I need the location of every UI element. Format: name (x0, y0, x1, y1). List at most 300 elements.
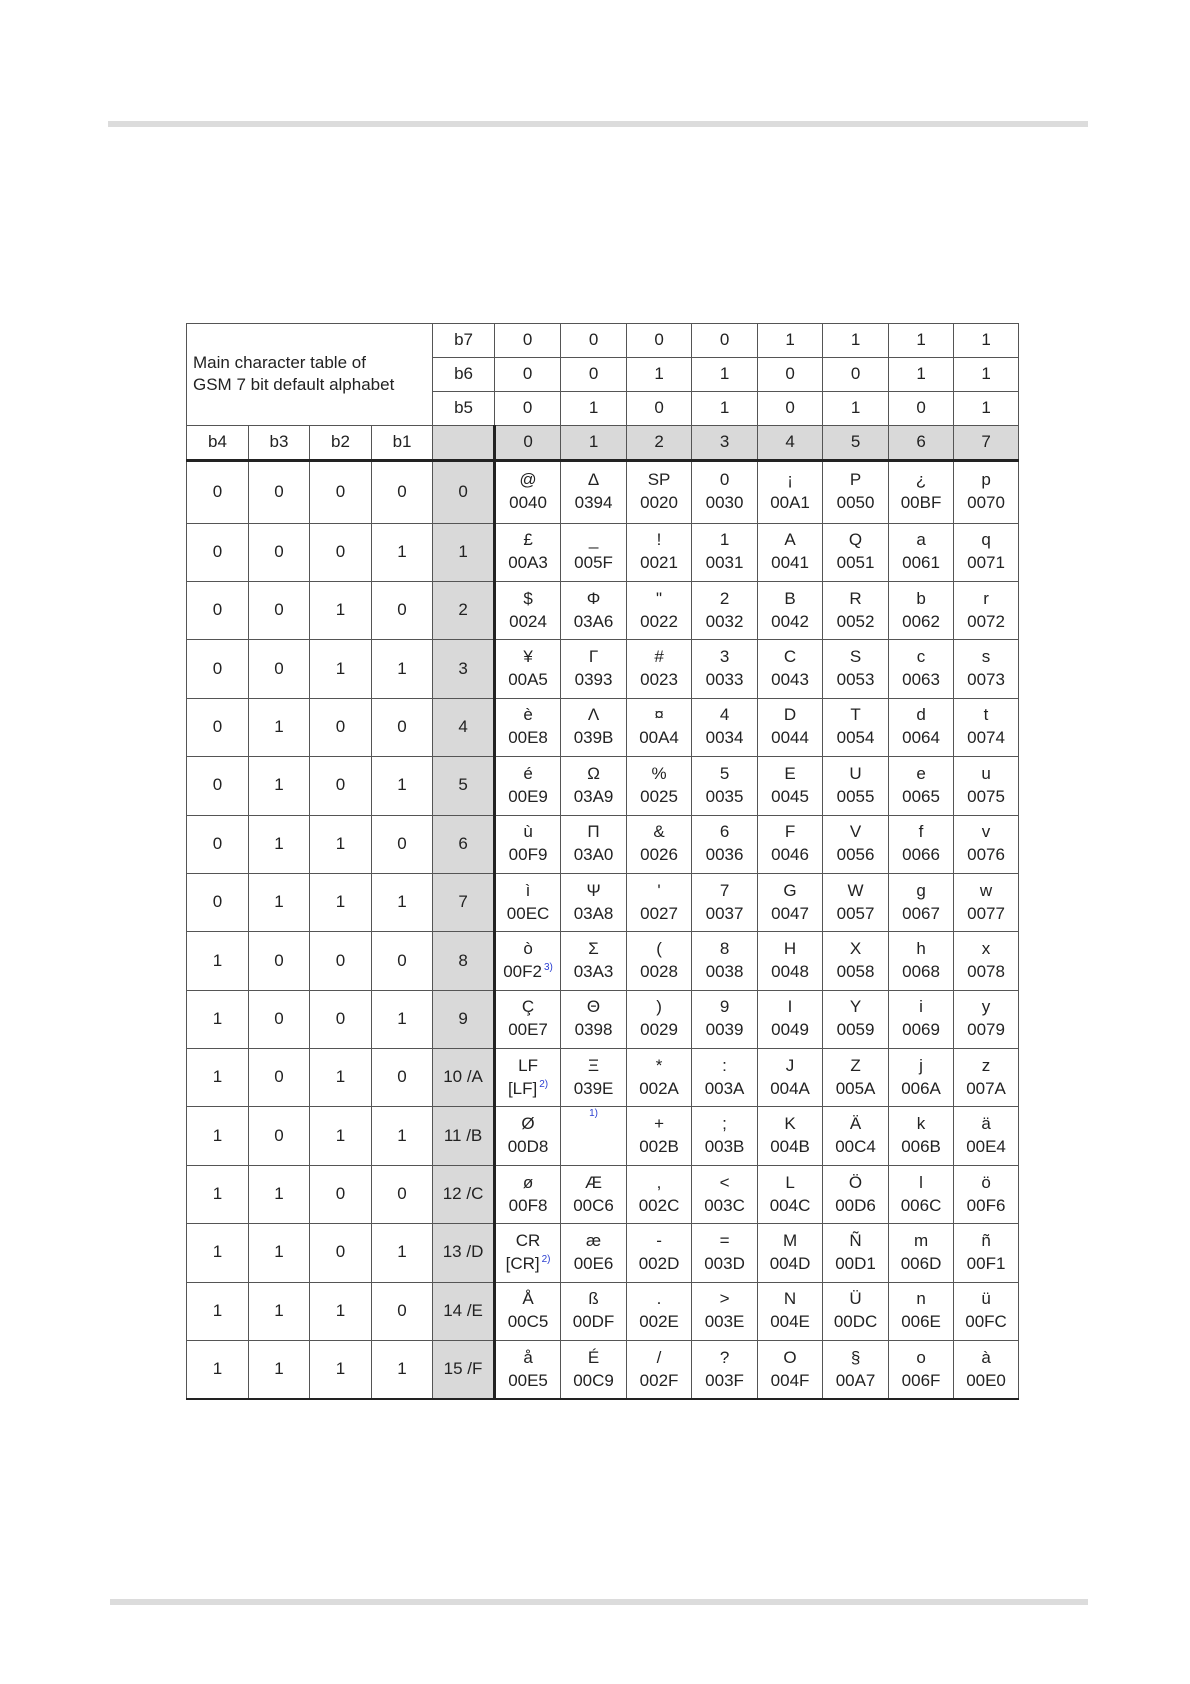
char-code: 004A (770, 1078, 810, 1098)
char-cell (823, 1107, 889, 1165)
char-glyph: ! (656, 530, 662, 550)
bit-cell: 1 (249, 1224, 310, 1282)
footnote-ref: 2) (539, 1079, 549, 1091)
char-cell (561, 815, 627, 873)
char-code: 0032 (705, 611, 744, 631)
char-glyph: ¿ (915, 470, 927, 490)
char-cell (758, 1165, 823, 1223)
bit-cell: 0 (372, 932, 433, 990)
row-index: 13 /D (433, 1224, 495, 1282)
char-cell (954, 698, 1019, 756)
char-code: 00E8 (508, 728, 548, 748)
char-code: 00A7 (835, 1370, 876, 1390)
char-code: 0037 (705, 903, 744, 923)
char-code: 0022 (640, 611, 678, 631)
char-code: 0047 (771, 903, 809, 923)
char-code-line (954, 552, 1018, 575)
char-glyph: u (981, 763, 991, 783)
char-code: 0063 (902, 670, 940, 690)
char-code: 0044 (771, 728, 809, 748)
char-cell (561, 1165, 627, 1223)
char-glyph: n (916, 1289, 926, 1309)
char-code-line (758, 669, 822, 692)
char-code: 00F6 (966, 1195, 1006, 1215)
row-index: 3 (433, 640, 495, 698)
char-cell (561, 1341, 627, 1399)
char-code-line (954, 903, 1018, 926)
bit-cell: 1 (372, 1224, 433, 1282)
char-glyph: c (916, 647, 926, 667)
char-code: 03A0 (573, 845, 614, 865)
bit-cell: 0 (372, 698, 433, 756)
char-glyph: Δ (587, 470, 600, 490)
bit-cell: 0 (310, 460, 372, 523)
char-code-line (954, 1078, 1018, 1101)
char-code: 00A4 (639, 728, 679, 748)
char-code-line (692, 552, 757, 575)
char-code: 00E4 (966, 1137, 1006, 1157)
char-cell (758, 581, 823, 639)
char-glyph: w (979, 880, 993, 900)
table-row (187, 1165, 1019, 1223)
char-code: 004F (770, 1370, 810, 1390)
char-cell (561, 523, 627, 581)
table-row (187, 815, 1019, 873)
corner-cell (433, 425, 495, 460)
char-cell (561, 698, 627, 756)
char-code-line (758, 1370, 822, 1393)
char-code-line (889, 611, 953, 634)
char-code-line (627, 611, 691, 634)
char-code-line (496, 1019, 560, 1042)
char-code-line (692, 1195, 757, 1218)
char-code-line (561, 611, 626, 634)
char-cell (692, 640, 758, 698)
column-index: 4 (758, 425, 823, 460)
column-index: 5 (823, 425, 889, 460)
char-glyph: Π (587, 822, 600, 842)
char-cell (758, 640, 823, 698)
char-code: 0394 (574, 493, 613, 513)
gsm-character-table (186, 323, 1019, 1400)
char-cell (823, 873, 889, 931)
char-code-line (889, 492, 953, 515)
bit-cell: 0 (187, 873, 249, 931)
char-code-line (561, 492, 626, 515)
char-glyph: ? (719, 1347, 730, 1367)
char-cell (627, 698, 692, 756)
char-glyph: @ (519, 470, 537, 490)
char-glyph: ¡ (787, 470, 793, 490)
char-glyph: E (784, 763, 796, 783)
char-cell (954, 640, 1019, 698)
char-code: 00F2 (503, 961, 542, 981)
char-glyph: = (719, 1231, 730, 1250)
char-cell (823, 1049, 889, 1107)
char-code-line (954, 611, 1018, 634)
char-code: 0039 (705, 1020, 744, 1040)
char-glyph: " (656, 588, 663, 608)
char-code: 0066 (902, 845, 940, 865)
bit-cell: 1 (372, 1107, 433, 1165)
char-cell (823, 815, 889, 873)
bit-value: 1 (954, 391, 1019, 425)
char-glyph: $ (523, 588, 533, 608)
char-code-line (561, 903, 626, 926)
char-glyph: j (919, 1055, 923, 1075)
bit-cell: 1 (372, 990, 433, 1048)
char-code-line (692, 1078, 757, 1101)
char-cell (758, 1049, 823, 1107)
bit-value: 0 (495, 391, 561, 425)
char-glyph: Æ (585, 1172, 603, 1192)
row-index: 7 (433, 873, 495, 931)
char-code-line (496, 611, 560, 634)
bit-cell: 0 (249, 460, 310, 523)
char-glyph: J (785, 1055, 795, 1075)
char-cell (954, 1341, 1019, 1399)
char-code: 0026 (640, 845, 678, 865)
bit-cell: 1 (187, 1341, 249, 1399)
char-code-line (627, 1195, 691, 1218)
char-cell (627, 757, 692, 815)
char-cell (561, 460, 627, 523)
char-code: 002C (638, 1195, 680, 1215)
char-cell (561, 757, 627, 815)
char-code-line (889, 552, 953, 575)
char-cell (954, 990, 1019, 1048)
bit-cell: 1 (310, 581, 372, 639)
char-code: 0053 (836, 670, 875, 690)
char-code: 00D1 (835, 1253, 876, 1273)
char-code: 03A3 (573, 961, 614, 981)
bit-cell: 1 (187, 1224, 249, 1282)
char-glyph: 7 (719, 880, 730, 900)
char-cell (627, 1224, 692, 1282)
char-code-line (692, 1370, 757, 1393)
char-code-line (627, 903, 691, 926)
bit-value: 1 (823, 324, 889, 358)
char-cell (823, 698, 889, 756)
char-code: 0029 (640, 1020, 678, 1040)
bit-cell: 1 (187, 990, 249, 1048)
char-cell (823, 460, 889, 523)
char-code-line (823, 1253, 888, 1276)
char-cell (889, 1165, 954, 1223)
char-code: 0041 (771, 553, 809, 573)
char-code: 006E (901, 1312, 941, 1332)
char-cell (889, 523, 954, 581)
char-glyph: p (981, 470, 991, 490)
char-glyph: + (654, 1114, 665, 1134)
char-glyph: Ψ (586, 880, 601, 900)
char-cell (561, 990, 627, 1048)
char-cell (627, 581, 692, 639)
char-code: 0077 (967, 903, 1005, 923)
char-cell (495, 757, 561, 815)
char-cell (823, 523, 889, 581)
char-code: 0046 (771, 845, 809, 865)
char-code: 0027 (640, 903, 678, 923)
char-code: 00E6 (573, 1253, 614, 1273)
char-code: 0059 (836, 1020, 875, 1040)
char-code-line (758, 611, 822, 634)
bit-value: 1 (823, 391, 889, 425)
char-cell (889, 1341, 954, 1399)
char-code-line (889, 961, 953, 984)
char-code-line (823, 1195, 888, 1218)
char-cell (495, 523, 561, 581)
char-code: 00E5 (508, 1370, 548, 1390)
row-index: 10 /A (433, 1049, 495, 1107)
char-cell (692, 1049, 758, 1107)
char-cell (692, 1165, 758, 1223)
bit-cell: 0 (310, 523, 372, 581)
bit-cell: 1 (310, 1282, 372, 1340)
char-code-line (627, 1370, 691, 1393)
char-glyph: g (916, 880, 926, 900)
char-code-line (561, 1195, 626, 1218)
char-cell (692, 1341, 758, 1399)
bit-cell: 1 (187, 1165, 249, 1223)
char-cell (889, 1049, 954, 1107)
char-code: 006B (901, 1137, 941, 1157)
bit-cell: 1 (187, 1049, 249, 1107)
char-cell (889, 581, 954, 639)
char-code-line (823, 552, 888, 575)
char-code: 006F (901, 1370, 941, 1390)
char-cell (561, 1049, 627, 1107)
char-glyph: 5 (719, 763, 730, 783)
char-code-line (496, 1078, 560, 1101)
char-code: 0061 (902, 553, 940, 573)
char-code: 00DC (833, 1312, 878, 1332)
char-cell (954, 932, 1019, 990)
char-cell (889, 932, 954, 990)
char-code-line (692, 1136, 757, 1159)
char-code-line (496, 727, 560, 750)
char-glyph: ä (981, 1114, 991, 1134)
bit-value: 0 (692, 324, 758, 358)
char-glyph: * (655, 1055, 663, 1075)
bit-value: 0 (758, 391, 823, 425)
bit-cell: 1 (249, 1341, 310, 1399)
bit-label: b7 (433, 324, 495, 358)
bit-cell: 0 (372, 1282, 433, 1340)
char-code: 0074 (967, 728, 1005, 748)
table-row (187, 698, 1019, 756)
bit-cell: 0 (249, 581, 310, 639)
char-glyph: , (656, 1172, 662, 1192)
char-code-line (889, 1370, 953, 1393)
char-code-line (889, 1195, 953, 1218)
char-code-line (627, 961, 691, 984)
char-cell (561, 932, 627, 990)
char-cell (495, 990, 561, 1048)
char-cell (561, 1224, 627, 1282)
char-glyph: ) (656, 997, 662, 1017)
char-code-line (627, 1078, 691, 1101)
char-code: 0024 (509, 611, 547, 631)
char-cell (823, 757, 889, 815)
bit-cell: 1 (187, 932, 249, 990)
char-code-line (692, 492, 757, 515)
char-code-line (627, 786, 691, 809)
bit-value: 1 (692, 391, 758, 425)
char-code: 006D (900, 1253, 942, 1273)
bit-cell: 1 (372, 757, 433, 815)
char-glyph: e (916, 763, 926, 783)
char-code: 0075 (967, 786, 1005, 806)
char-glyph: Ξ (588, 1055, 600, 1075)
column-index-row (187, 425, 1019, 460)
char-cell (889, 1224, 954, 1282)
char-glyph: b (916, 588, 926, 608)
column-index: 7 (954, 425, 1019, 460)
char-code-line (496, 669, 560, 692)
char-code: 0033 (705, 670, 744, 690)
char-code-line (758, 903, 822, 926)
char-glyph: 6 (719, 822, 730, 842)
char-code-line (561, 786, 626, 809)
char-code: 004C (769, 1195, 811, 1215)
char-code-line (823, 1311, 888, 1334)
table-title-line1: Main character table of (193, 352, 366, 372)
char-code: 0064 (902, 728, 940, 748)
char-code-line (758, 1136, 822, 1159)
bit-cell: 0 (372, 460, 433, 523)
footnote-ref: 1) (589, 1108, 598, 1120)
char-code-line (496, 844, 560, 867)
table-title-line2: GSM 7 bit default alphabet (193, 375, 395, 395)
bit-label: b5 (433, 391, 495, 425)
char-cell (758, 1282, 823, 1340)
char-cell (823, 1224, 889, 1282)
char-glyph: i (919, 997, 923, 1017)
bit-value: 0 (823, 357, 889, 391)
char-code: 004B (770, 1137, 810, 1157)
char-cell (954, 460, 1019, 523)
table-row (187, 640, 1019, 698)
char-glyph: T (850, 705, 861, 725)
char-code-line (823, 1078, 888, 1101)
row-index: 2 (433, 581, 495, 639)
char-code: 03A9 (573, 786, 614, 806)
bottom-rule (110, 1599, 1088, 1605)
char-code: 00C4 (835, 1137, 876, 1157)
bit-cell: 1 (372, 640, 433, 698)
char-code: 00F9 (508, 845, 548, 865)
char-cell (692, 698, 758, 756)
row-index: 5 (433, 757, 495, 815)
char-code-line (496, 1136, 560, 1159)
char-code-line (823, 1136, 888, 1159)
row-index: 6 (433, 815, 495, 873)
char-glyph: SP (647, 470, 671, 490)
char-glyph: ; (722, 1114, 727, 1134)
char-code-line (954, 1253, 1018, 1276)
char-glyph: Q (848, 530, 863, 550)
bit-cell: 1 (249, 1282, 310, 1340)
char-glyph: æ (585, 1231, 602, 1250)
char-code: 0025 (640, 786, 678, 806)
char-glyph: Ö (848, 1172, 863, 1192)
char-code-line (889, 1078, 953, 1101)
bit-cell: 1 (310, 1049, 372, 1107)
char-code: 0058 (836, 961, 875, 981)
char-glyph: Γ (588, 647, 599, 667)
row-index: 11 /B (433, 1107, 495, 1165)
char-code: 00A1 (770, 493, 810, 513)
char-code: 005F (574, 553, 613, 573)
char-code-line (627, 1136, 691, 1159)
char-cell (495, 1049, 561, 1107)
char-cell (692, 932, 758, 990)
char-code-line (758, 1078, 822, 1101)
char-code-line (954, 492, 1018, 515)
char-code-line (954, 1195, 1018, 1218)
bit-cell: 0 (249, 523, 310, 581)
char-code: 00FC (965, 1312, 1007, 1332)
bit-cell: 0 (310, 1165, 372, 1223)
char-code: 0038 (705, 961, 744, 981)
char-code: 003D (704, 1253, 745, 1273)
table-row (187, 581, 1019, 639)
char-code-line (823, 1019, 888, 1042)
char-glyph: y (981, 997, 991, 1017)
char-code-line (823, 611, 888, 634)
char-glyph: LF (518, 1055, 538, 1075)
bit-cell: 0 (310, 1224, 372, 1282)
char-code: 0072 (967, 611, 1005, 631)
bit-cell: 0 (187, 581, 249, 639)
char-glyph: F (784, 822, 796, 842)
char-code: 006C (900, 1195, 942, 1215)
char-glyph: ¥ (523, 647, 533, 667)
char-cell (627, 1282, 692, 1340)
char-glyph: Σ (588, 939, 599, 959)
bit-cell: 0 (249, 640, 310, 698)
char-code-line (496, 786, 560, 809)
bit-cell: 1 (310, 1341, 372, 1399)
char-code: 0042 (771, 611, 809, 631)
table-row (187, 757, 1019, 815)
char-code: 03A6 (573, 611, 614, 631)
char-code-line (561, 669, 626, 692)
char-cell (495, 1341, 561, 1399)
bit-value: 1 (561, 391, 627, 425)
char-code-line (889, 669, 953, 692)
bit-value: 1 (954, 357, 1019, 391)
char-cell (495, 1282, 561, 1340)
char-code-line (627, 1311, 691, 1334)
char-code: 0393 (574, 670, 613, 690)
char-code-line (758, 961, 822, 984)
char-glyph: Ω (587, 763, 600, 783)
char-cell (627, 1049, 692, 1107)
char-glyph: z (981, 1055, 991, 1075)
char-code-line (758, 844, 822, 867)
char-cell (954, 757, 1019, 815)
bit-value: 1 (889, 357, 954, 391)
char-cell (889, 757, 954, 815)
bit-cell: 0 (372, 581, 433, 639)
char-glyph: Θ (586, 997, 601, 1017)
char-code: 00F1 (966, 1253, 1006, 1273)
char-code: 039B (573, 728, 614, 748)
char-code: 0050 (836, 493, 875, 513)
row-index: 4 (433, 698, 495, 756)
